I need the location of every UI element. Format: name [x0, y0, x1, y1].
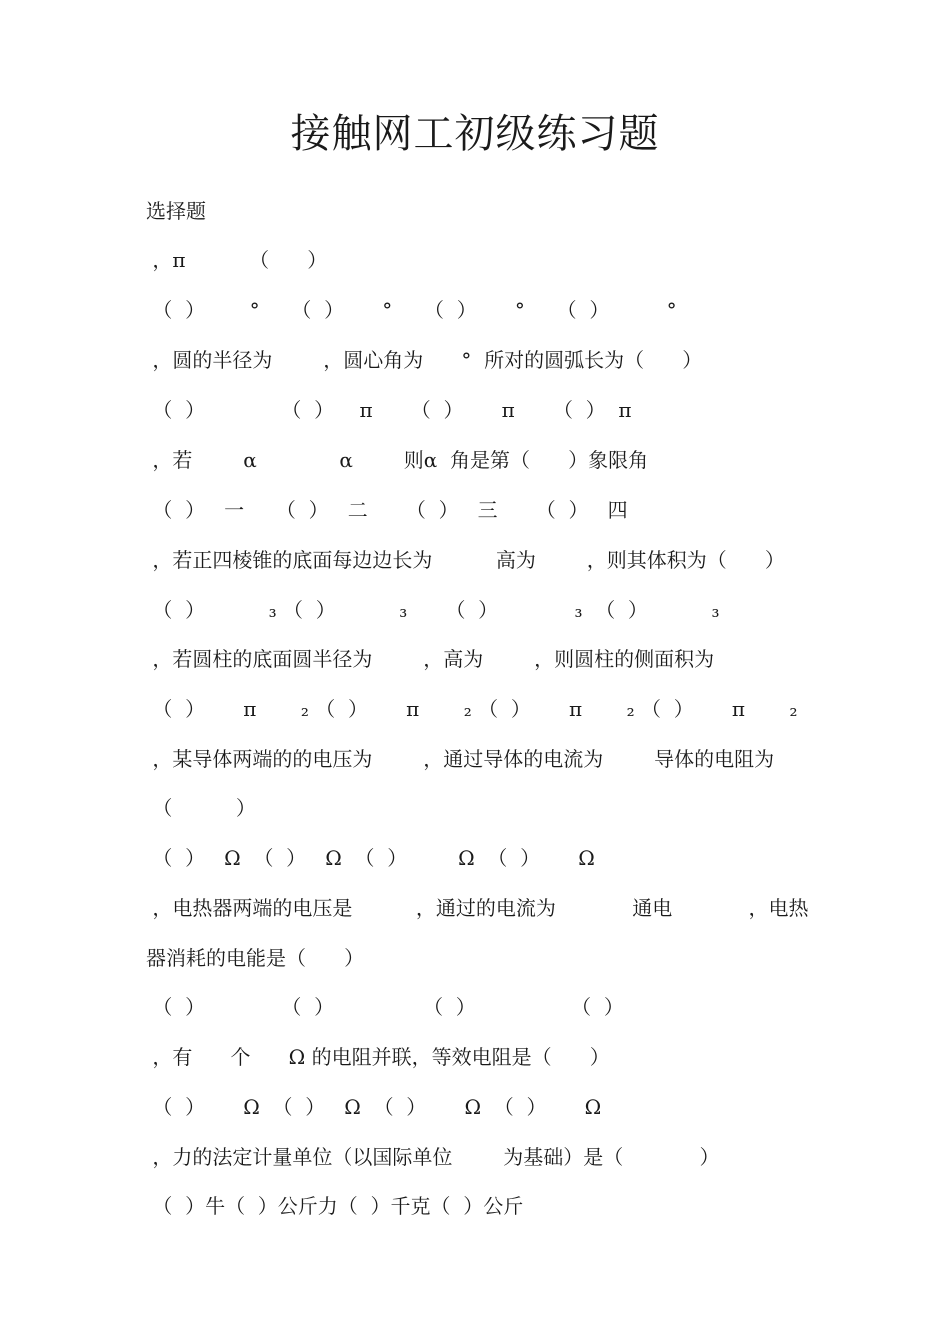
question-6-stem-continued: （ ）	[146, 796, 256, 820]
question-3-options: （ ） 一 （ ） 二 （ ） 三 （ ） 四	[146, 498, 628, 522]
question-8-stem: ，有 个 Ω 的电阻并联，等效电阻是（ ）	[146, 1045, 610, 1069]
question-4-stem: ，若正四棱锥的底面每边边长为 高为 ，则其体积为（ ）	[146, 548, 785, 572]
question-2-options: （ ） （ ） π （ ） π （ ） π	[146, 398, 632, 422]
question-9-options: （ ）牛（ ）公斤力（ ）千克（ ）公斤	[146, 1194, 524, 1218]
question-7-stem: ，电热器两端的电压是 ，通过的电流为 通电 ，电热	[146, 896, 809, 920]
section-heading: 选择题	[146, 199, 206, 223]
question-1-stem: ，π （ ）	[146, 248, 328, 272]
question-5-stem: ，若圆柱的底面圆半径为 ，高为 ，则圆柱的侧面积为	[146, 647, 715, 671]
question-6-stem: ，某导体两端的的电压为 ，通过导体的电流为 导体的电阻为	[146, 747, 775, 771]
question-6-options: （ ） Ω （ ） Ω （ ） Ω （ ） Ω	[146, 846, 595, 870]
page-title: 接触网工初级练习题	[290, 111, 660, 157]
question-8-options: （ ） Ω （ ） Ω （ ） Ω （ ） Ω	[146, 1095, 602, 1119]
question-3-stem: ，若 α α 则α 角是第（ ）象限角	[146, 448, 649, 472]
question-4-options: （ ） ₃ （ ） ₃ （ ） ₃ （ ） ₃	[146, 598, 720, 622]
question-7-stem-continued: 器消耗的电能是（ ）	[146, 946, 365, 970]
question-7-options: （ ） （ ） （ ） （ ）	[146, 995, 624, 1019]
question-2-stem: ，圆的半径为 ，圆心角为 ° 所对的圆弧长为（ ）	[146, 348, 703, 372]
question-9-stem: ，力的法定计量单位（以国际单位 为基础）是（ ）	[146, 1145, 720, 1169]
question-1-options: （ ） ° （ ） ° （ ） ° （ ） °	[146, 298, 677, 322]
question-5-options: （ ） π ₂ （ ） π ₂ （ ） π ₂ （ ） π ₂	[146, 697, 798, 721]
